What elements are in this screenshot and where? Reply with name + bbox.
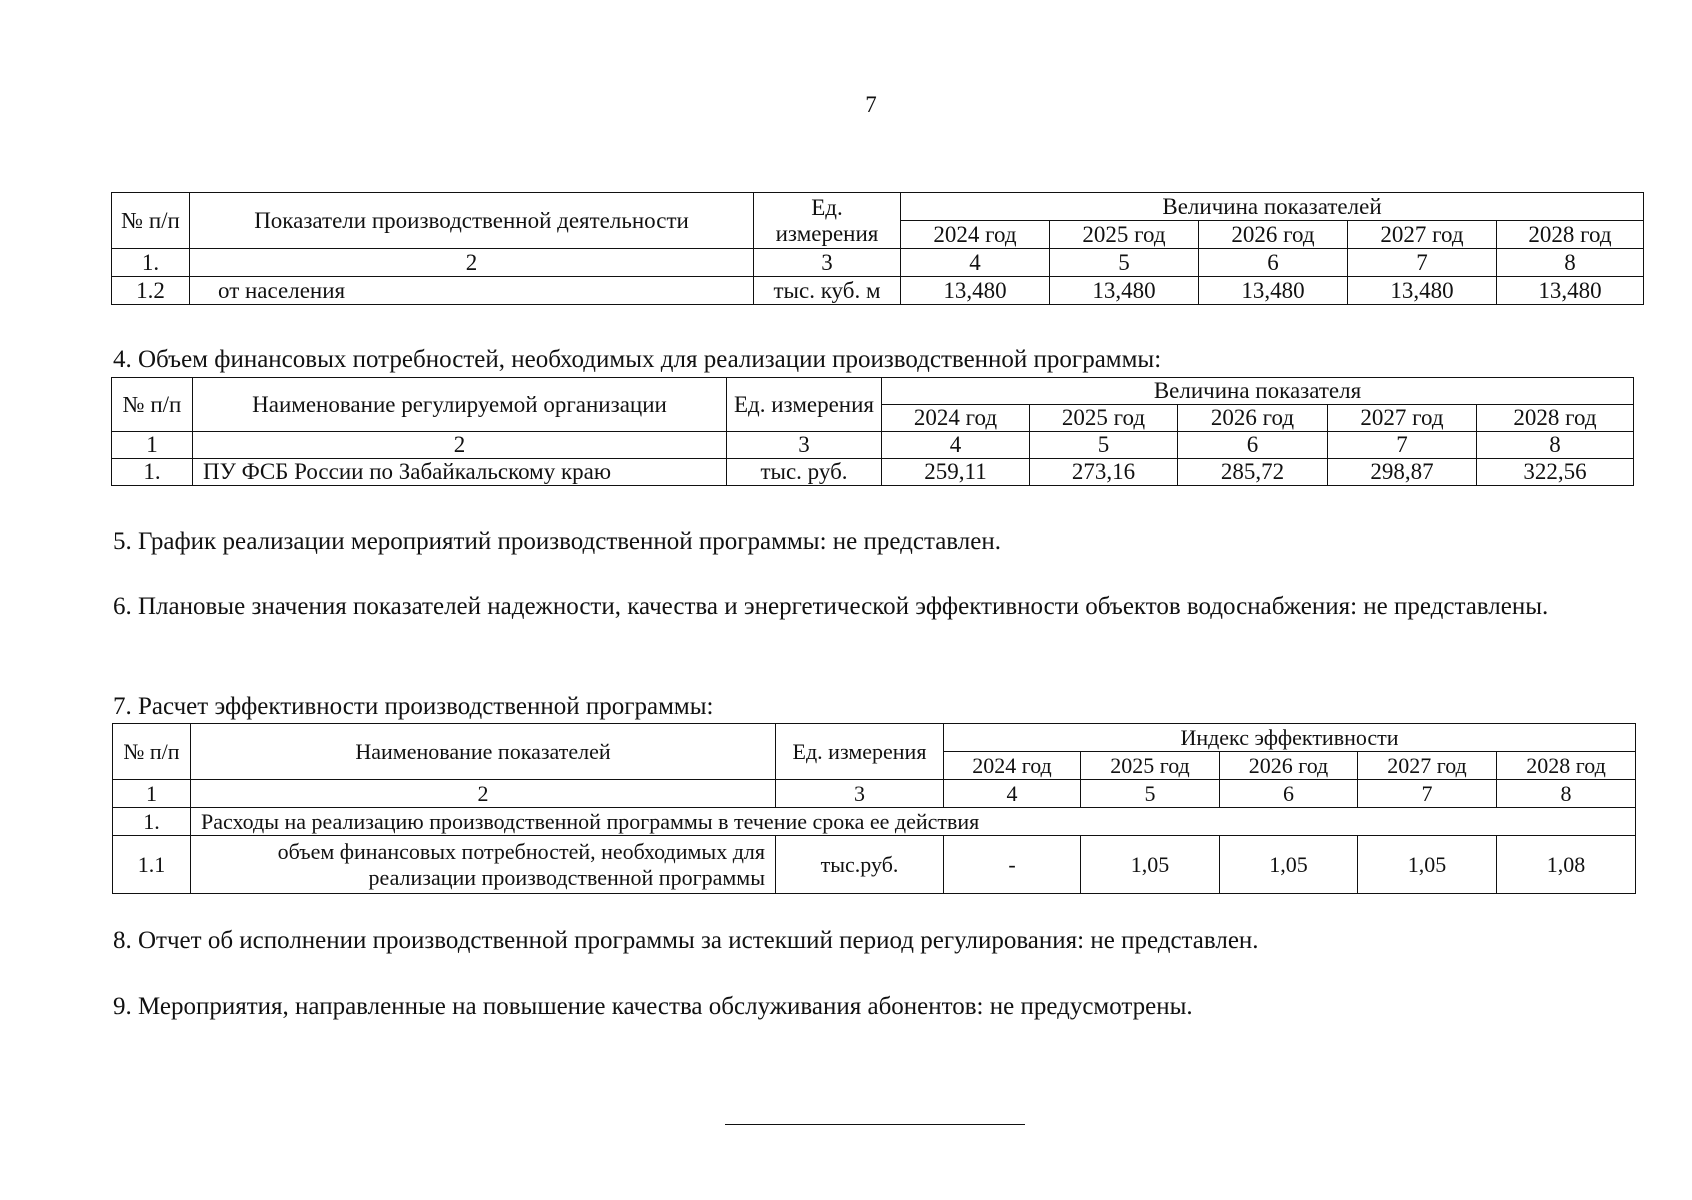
column-number: 7 [1348,249,1497,277]
column-number: 1. [112,249,190,277]
header-year: 2027 год [1328,405,1477,432]
header-num: № п/п [112,193,190,249]
section-9-text: 9. Мероприятия, направленные на повышение качества обслуживания абонентов: не предусмотрены. [113,993,1193,1020]
row-name: объем финансовых потребностей, необходимых для реализации производственной программы [191,836,776,894]
column-number-row [112,432,1634,459]
header-year: 2025 год [1030,405,1178,432]
column-number: 8 [1477,432,1634,459]
row-value: 13,480 [1050,277,1199,305]
column-number: 4 [882,432,1030,459]
column-number: 4 [944,780,1081,808]
column-number: 1 [112,432,193,459]
header-year: 2027 год [1358,752,1497,780]
column-number: 5 [1050,249,1199,277]
header-year: 2026 год [1178,405,1328,432]
column-number: 8 [1497,780,1636,808]
row-value: 298,87 [1328,459,1477,486]
header-unit: Ед. измерения [754,193,901,249]
section-4-title: 4. Объем финансовых потребностей, необходимых для реализации производственной программы: [113,346,1162,373]
header-year: 2026 год [1220,752,1358,780]
header-year: 2028 год [1477,405,1634,432]
header-name: Наименование показателей [191,724,776,780]
header-year: 2024 год [944,752,1081,780]
group-row-name: Расходы на реализацию производственной программы в течение срока ее действия [191,808,1636,836]
row-value: 1,05 [1220,836,1358,894]
row-value: 259,11 [882,459,1030,486]
column-number-row [112,249,1644,277]
row-num: 1.1 [113,836,191,894]
column-number: 5 [1030,432,1178,459]
header-group: Величина показателей [901,193,1644,221]
column-number: 8 [1497,249,1644,277]
section-6-text: 6. Плановые значения показателей надежности, качества и энергетической эффективности объектов водоснабжения: не представлены. [113,593,1549,620]
row-value: 322,56 [1477,459,1634,486]
row-value: 13,480 [1497,277,1644,305]
column-number: 7 [1358,780,1497,808]
header-num: № п/п [112,378,193,432]
column-number: 5 [1081,780,1220,808]
table-row [112,459,1634,486]
row-unit: тыс. руб. [727,459,882,486]
row-value: 13,480 [1348,277,1497,305]
column-number: 4 [901,249,1050,277]
section-5-text: 5. График реализации мероприятий производственной программы: не представлен. [113,528,1001,555]
row-value: 13,480 [901,277,1050,305]
production-indicators-table [111,192,1644,305]
column-number: 3 [776,780,944,808]
row-value: 285,72 [1178,459,1328,486]
row-value: 13,480 [1199,277,1348,305]
column-number: 3 [754,249,901,277]
row-value: 1,08 [1497,836,1636,894]
footer-rule [725,1124,1025,1125]
header-year: 2025 год [1081,752,1220,780]
section-7-title: 7. Расчет эффективности производственной программы: [113,693,714,720]
group-row [113,808,1636,836]
section-8-text: 8. Отчет об исполнении производственной программы за истекший период регулирования: не представлен. [113,927,1259,954]
header-name: Наименование регулируемой организации [193,378,727,432]
row-value: 273,16 [1030,459,1178,486]
column-number: 6 [1199,249,1348,277]
row-unit: тыс. куб. м [754,277,901,305]
header-year: 2025 год [1050,221,1199,249]
header-unit: Ед. измерения [776,724,944,780]
header-group: Индекс эффективности [944,724,1636,752]
header-year: 2028 год [1497,221,1644,249]
row-num: 1.2 [112,277,190,305]
column-number: 6 [1178,432,1328,459]
row-name: от населения [190,277,754,305]
financial-needs-table [111,377,1634,486]
table-row [113,836,1636,894]
column-number: 1 [113,780,191,808]
header-year: 2024 год [882,405,1030,432]
header-year: 2028 год [1497,752,1636,780]
row-value: - [944,836,1081,894]
column-number: 7 [1328,432,1477,459]
row-num: 1. [113,808,191,836]
column-number: 2 [191,780,776,808]
header-num: № п/п [113,724,191,780]
column-number: 3 [727,432,882,459]
header-year: 2026 год [1199,221,1348,249]
header-indicator: Показатели производственной деятельности [190,193,754,249]
row-value: 1,05 [1358,836,1497,894]
header-year: 2027 год [1348,221,1497,249]
row-unit: тыс.руб. [776,836,944,894]
header-year: 2024 год [901,221,1050,249]
column-number: 2 [193,432,727,459]
column-number: 6 [1220,780,1358,808]
header-unit: Ед. измерения [727,378,882,432]
row-num: 1. [112,459,193,486]
row-value: 1,05 [1081,836,1220,894]
row-name: ПУ ФСБ России по Забайкальскому краю [193,459,727,486]
table-row [112,277,1644,305]
column-number: 2 [190,249,754,277]
page-number: 7 [865,92,877,117]
column-number-row [113,780,1636,808]
header-group: Величина показателя [882,378,1634,405]
efficiency-table [112,723,1636,894]
